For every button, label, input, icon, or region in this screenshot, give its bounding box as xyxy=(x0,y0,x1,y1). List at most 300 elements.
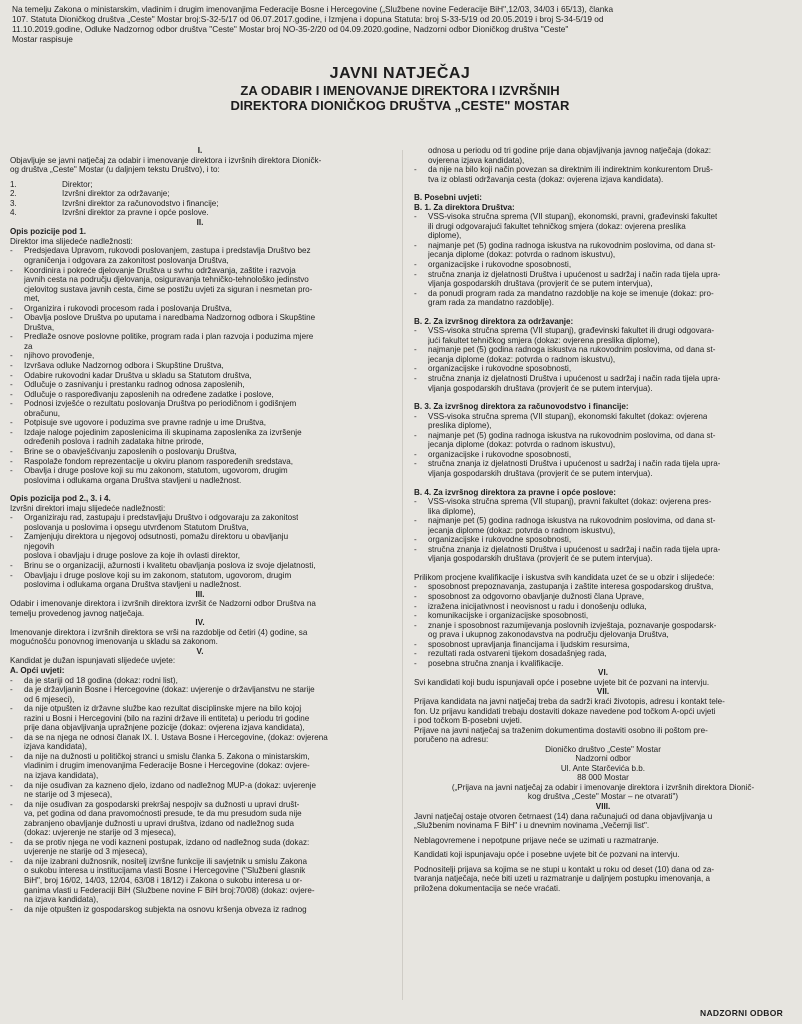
bullet-marker: - xyxy=(10,399,13,409)
bullet-marker: - xyxy=(414,611,417,621)
bullet-marker: - xyxy=(10,675,13,685)
bullet-text: da je stariji od 18 godina (dokaz: rodni list), xyxy=(24,675,178,685)
bullet-item xyxy=(414,459,792,469)
bullet-marker: - xyxy=(10,856,13,866)
section-heading: B. 3. Za izvršnog direktora za računovodstvo i financije: xyxy=(414,402,629,412)
bullet-text: znanje i sposobnost razumijevanja poslovnih izvještaja, poznavanje gospodarsk- xyxy=(428,620,717,630)
bullet-item xyxy=(414,497,792,507)
bullet-item xyxy=(10,752,390,762)
bullet-item xyxy=(414,582,792,592)
bullet-item xyxy=(414,289,792,299)
text-line: Prijave na javni natječaj sa traženim dokumentima dostaviti osobno ili poštom pre- xyxy=(414,725,708,735)
bullet-item xyxy=(10,733,390,743)
bullet-text: određenih poslova i radnih zadataka hitne prirode, xyxy=(24,437,204,447)
bullet-marker xyxy=(414,336,428,346)
bullet-continuation xyxy=(414,469,792,479)
bullet-text: Obavljaju i druge poslove koji su im zakonom, statutom, ugovorom, drugim xyxy=(24,570,292,580)
bullet-marker xyxy=(414,146,428,156)
bullet-continuation xyxy=(10,790,390,800)
bullet-text: Organizira i rukovodi procesom rada i poslovanja Društva, xyxy=(24,303,232,313)
bullet-marker xyxy=(10,523,24,533)
bullet-item xyxy=(414,212,792,222)
bullet-text: Potpisuje sve ugovore i poduzima sve pravne radnje u ime Društva, xyxy=(24,418,267,428)
bullet-continuation xyxy=(10,476,390,486)
bullet-continuation xyxy=(414,298,792,308)
bullet-continuation xyxy=(414,421,792,431)
spacer xyxy=(414,564,792,573)
bullet-text: najmanje pet (5) godina radnoga iskustva na rukovodnim poslovima, od dana st- xyxy=(428,430,716,440)
bullet-marker xyxy=(414,156,428,166)
section-heading: B. Posebni uvjeti: xyxy=(414,193,482,203)
bullet-marker xyxy=(10,275,24,285)
bullet-text: jecanja diplome (dokaz: potvrda o radnom iskustvu), xyxy=(428,525,616,535)
bullet-text: vljanja gospodarskih društava (provjerit će se putem intervjua). xyxy=(428,468,653,478)
bullet-marker: - xyxy=(414,165,417,175)
bullet-text: preslika diplome), xyxy=(428,421,492,431)
bullet-item xyxy=(10,447,390,457)
section-heading: B. 2. Za izvršnog direktora za održavanje: xyxy=(414,316,574,326)
bullet-marker: - xyxy=(414,364,417,374)
bullet-marker: - xyxy=(10,332,13,342)
bullet-text: Obavlja i druge poslove koji su mu zakonom, statutom, ugovorom, drugim xyxy=(24,466,288,476)
bullet-continuation xyxy=(10,409,390,419)
bullet-continuation xyxy=(414,156,792,166)
bullet-marker xyxy=(10,323,24,333)
bullet-item xyxy=(10,332,390,342)
bullet-marker xyxy=(10,771,24,781)
bullet-text: Brinu se o organizaciji, ažurnosti i kvalitetu obavljanja poslova iz svoje djelatnosti, xyxy=(24,560,316,570)
section-number: V. xyxy=(196,646,204,656)
bullet-text: Izvršava odluke Nadzornog odbora i Skupštine Društva, xyxy=(24,361,224,371)
bullet-item xyxy=(414,611,792,621)
address-line: Nadzorni odbor xyxy=(575,754,631,764)
bullet-text: Koordinira i pokreće djelovanje Društva u svrhu održavanja, zaštite i razvoja xyxy=(24,265,296,275)
bullet-continuation xyxy=(414,440,792,450)
text-line: Izvršni direktori imaju slijedeće nadležnosti: xyxy=(10,503,166,513)
bullet-continuation xyxy=(10,342,390,352)
bullet-marker: - xyxy=(414,649,417,659)
bullet-continuation xyxy=(10,323,390,333)
bullet-continuation xyxy=(10,714,390,724)
bullet-marker: - xyxy=(414,544,417,554)
bullet-item xyxy=(414,270,792,280)
bullet-text: Podnosi izvješće o rezultatu poslovanja Društva po periodičnom i godišnjem xyxy=(24,399,297,409)
text-line: Prijava kandidata na javni natječaj treba da sadrži kraći životopis, adresu i kontakt tele- xyxy=(414,696,725,706)
bullet-text: da se protiv njega ne vodi kazneni postupak, izdano od nadležnog suda (dokaz: xyxy=(24,837,310,847)
bullet-continuation xyxy=(10,828,390,838)
bullet-item xyxy=(10,399,390,409)
bullet-text: rezultati rada ostvareni tijekom dosadašnjeg rada, xyxy=(428,649,607,659)
bullet-item xyxy=(414,241,792,251)
bullet-marker: - xyxy=(10,389,13,399)
bullet-item xyxy=(10,266,390,276)
address-line: 88 000 Mostar xyxy=(577,773,629,783)
text-line: Kandidat je dužan ispunjavati slijedeće uvjete: xyxy=(10,656,176,666)
bullet-continuation xyxy=(414,146,792,156)
bullet-marker: - xyxy=(414,516,417,526)
intro-line: Mostar raspisuje xyxy=(12,34,73,44)
bullet-continuation xyxy=(414,279,792,289)
bullet-continuation xyxy=(414,507,792,517)
bullet-text: razini u Bosni i Hercegovini (bilo na razini države ili entiteta) u periodu tri godine xyxy=(24,713,310,723)
bullet-text: organizacijske i rukovodne sposobnosti, xyxy=(428,535,572,545)
bullet-marker xyxy=(414,507,428,517)
bullet-item xyxy=(10,513,390,523)
bullet-marker: - xyxy=(414,345,417,355)
bullet-marker: - xyxy=(10,751,13,761)
bullet-text: da nije na bilo koji način povezan sa direktnim ili indirektnim konkurentom Druš- xyxy=(428,165,713,175)
bullet-text: organizacijske i rukovodne sposobnosti, xyxy=(428,449,572,459)
bullet-item xyxy=(10,380,390,390)
bullet-continuation xyxy=(414,630,792,640)
bullet-marker xyxy=(10,742,24,752)
bullet-continuation xyxy=(414,355,792,365)
bullet-text: na izjava kandidata), xyxy=(24,771,99,780)
bullet-item xyxy=(10,800,390,810)
bullet-text: stručna znanja iz djelatnosti Društva i upućenost u sadržaj i način rada tijela upra- xyxy=(428,374,721,384)
section-heading: Opis pozicija pod 2., 3. i 4. xyxy=(10,494,111,504)
bullet-continuation xyxy=(414,384,792,394)
column-divider xyxy=(402,150,403,1000)
bullet-continuation xyxy=(10,866,390,876)
bullet-marker: - xyxy=(414,582,417,592)
bullet-item xyxy=(10,428,390,438)
text-line: Direktor ima slijedeće nadležnosti: xyxy=(10,236,133,246)
bullet-item xyxy=(10,676,390,686)
bullet-text: na izjava kandidata), xyxy=(24,895,99,905)
item-text: Direktor; xyxy=(62,179,93,189)
text-line: priložena dokumentacija se neće vraćati. xyxy=(414,883,561,893)
item-text: Izvršni direktor za računovodstvo i financije; xyxy=(62,198,219,208)
spacer xyxy=(10,485,390,494)
bullet-item xyxy=(10,532,390,542)
bullet-text: tva iz oblasti održavanja cesta (dokaz: ovjerena izjava kandidata). xyxy=(428,174,664,184)
bullet-text: da nije osuđivan za kazneno djelo, izdano od nadležnog MUP-a (dokaz: uvjerenje xyxy=(24,780,317,790)
bullet-text: poslovanja u poslovima i opsegu utvrđenom Statutom Društva, xyxy=(24,522,249,532)
bullet-text: ganima vlasti u Federaciji BiH (Službene novine F BiH broj:70/08) (dokaz: ovjere- xyxy=(24,885,315,895)
bullet-marker xyxy=(10,895,24,905)
bullet-text: Odabire rukovodni kadar Društva u skladu sa Statutom društva, xyxy=(24,370,252,380)
section-number: IV. xyxy=(195,618,205,628)
bullet-continuation xyxy=(10,523,390,533)
bullet-marker: - xyxy=(10,380,13,390)
numbered-item xyxy=(10,189,390,199)
bullet-marker xyxy=(10,342,24,352)
bullet-text: BiH", broj 16/02, 14/03, 12/04, 63/08 i 18/12) i Zakona o sukobu interesa u or- xyxy=(24,876,303,886)
bullet-continuation xyxy=(10,437,390,447)
bullet-marker: - xyxy=(10,837,13,847)
bullet-text: javnih cesta na području djelovanja, osiguravanja tehničko-tehnološko jedinstvo xyxy=(24,275,309,285)
bullet-marker xyxy=(414,384,428,394)
bullet-text: jecanja diplome (dokaz: potvrda o radnom iskustvu), xyxy=(428,440,616,450)
bullet-text: jecanja diplome (dokaz: potvrda o radnom iskustvu), xyxy=(428,250,616,260)
bullet-text: va, pet godina od dana pravomoćnosti presude, te da mu presudom suda nije xyxy=(24,809,302,819)
address-line: Ul. Ante Starčevića b.b. xyxy=(560,763,646,773)
bullet-marker: - xyxy=(10,799,13,809)
bullet-marker: - xyxy=(414,620,417,630)
bullet-item xyxy=(10,685,390,695)
bullet-text: gram rada za mandatno razdoblje). xyxy=(428,298,554,308)
bullet-text: jući fakultet tehničkog smjera (dokaz: ovjerena preslika diplome), xyxy=(428,335,660,345)
page-title: JAVNI NATJEČAJ xyxy=(329,65,471,82)
bullet-item xyxy=(10,905,390,915)
bullet-item xyxy=(414,602,792,612)
bullet-continuation xyxy=(10,876,390,886)
bullet-marker xyxy=(414,250,428,260)
bullet-item xyxy=(10,561,390,571)
bullet-marker: - xyxy=(10,704,13,714)
bullet-marker: - xyxy=(10,456,13,466)
bullet-marker: - xyxy=(414,535,417,545)
bullet-marker xyxy=(10,580,24,590)
item-number: 3. xyxy=(10,198,17,208)
item-number: 2. xyxy=(10,189,17,199)
bullet-text: za xyxy=(24,341,33,351)
intro-line: 107. Statuta Dioničkog društva „Ceste" Mostar broj:S-32-5/17 od 06.07.2017.godine, i Izmjena i dopuna Statuta: broj S-33-5/19 od 20.05.2019 i broj S-34-5/19 od xyxy=(12,14,604,24)
bullet-marker xyxy=(414,175,428,185)
bullet-marker xyxy=(10,409,24,419)
bullet-item xyxy=(414,364,792,374)
bullet-marker xyxy=(10,542,24,552)
bullet-item xyxy=(414,450,792,460)
bullet-text: izražena inicijativnost i neovisnost u radu i donošenju odluka, xyxy=(428,601,647,611)
bullet-item xyxy=(10,781,390,791)
bullet-marker: - xyxy=(414,449,417,459)
address-line: („Prijava na javni natječaj za odabir i imenovanje direktora i izvršnih direktora Dionič- xyxy=(451,782,755,792)
bullet-text: diplome), xyxy=(428,231,462,241)
bullet-marker: - xyxy=(10,560,13,570)
bullet-text: organizacijske i rukovodne sposobnosti, xyxy=(428,260,572,270)
bullet-marker xyxy=(10,886,24,896)
text-line: og društva „Ceste" Mostar (u daljnjem tekstu Društvo), i to: xyxy=(10,165,220,175)
text-line: Kandidati koji ispunjavaju opće i posebne uvjete bit će pozvani na intervju. xyxy=(414,850,680,860)
bullet-marker: - xyxy=(10,685,13,695)
section-number: VII. xyxy=(596,687,610,697)
text-line: mogućnošću ponovnog imenovanja u skladu sa zakonom. xyxy=(10,637,218,647)
bullet-marker: - xyxy=(414,374,417,384)
bullet-continuation xyxy=(414,526,792,536)
spacer xyxy=(414,393,792,402)
bullet-text: da ponudi program rada za mandatno razdoblje na koje se imenuje (dokaz: pro- xyxy=(428,288,714,298)
page-subtitle: DIREKTORA DIONIČKOG DRUŠTVA „CESTE" MOSTAR xyxy=(230,98,570,113)
bullet-continuation xyxy=(10,886,390,896)
bullet-continuation xyxy=(10,771,390,781)
bullet-text: Zamjenjuju direktora u njegovoj odsutnosti, pomažu direktoru u obavljanju xyxy=(24,532,289,542)
bullet-marker xyxy=(10,437,24,447)
bullet-text: vljanja gospodarskih društava (provjerit će se putem intervjua), xyxy=(428,279,653,289)
text-line: Imenovanje direktora i izvršnih direktora se vrši na razdoblje od četiri (4) godine, sa xyxy=(10,627,308,637)
text-line: temelju provedenog javnog natječaja. xyxy=(10,608,145,618)
bullet-marker xyxy=(10,828,24,838)
bullet-item xyxy=(414,345,792,355)
bullet-continuation xyxy=(10,723,390,733)
numbered-item xyxy=(10,199,390,209)
bullet-continuation xyxy=(10,551,390,561)
bullet-item xyxy=(414,516,792,526)
bullet-item xyxy=(414,260,792,270)
bullet-marker: - xyxy=(10,904,13,914)
bullet-marker: - xyxy=(10,466,13,476)
bullet-marker xyxy=(10,876,24,886)
bullet-text: (dokaz: uvjerenje ne starije od 3 mjeseca), xyxy=(24,828,177,838)
bullet-text: ne starije od 3 mjeseca), xyxy=(24,790,113,800)
item-number: 4. xyxy=(10,208,17,218)
section-number: I. xyxy=(197,146,203,155)
text-line: „Službenim novinama F BiH" i u dnevnim novinama „Večernji list". xyxy=(414,821,650,831)
text-line: Objavljuje se javni natječaj za odabir i imenovanje direktora i izvršnih direktora Dioničk- xyxy=(10,155,322,165)
bullet-text: sposobnost prepoznavanja, zastupanja i zaštite interesa gospodarskog društva, xyxy=(428,582,714,592)
bullet-text: vljanja gospodarskih društava (provjerit će se putem intervjua). xyxy=(428,383,653,393)
bullet-item xyxy=(414,545,792,555)
bullet-item xyxy=(10,704,390,714)
bullet-text: da nije osuđivan za gospodarski prekršaj nespojiv sa dužnosti u upravi društ- xyxy=(24,799,300,809)
bullet-marker: - xyxy=(10,532,13,542)
intro-line: Na temelju Zakona o ministarskim, vladinim i drugim imenovanjima Federacije Bosne i Hercegovine („Službene novine Federacije BiH",12/03, 34/03 i 65/13), članka xyxy=(12,4,614,14)
bullet-item xyxy=(414,374,792,384)
bullet-text: met, xyxy=(24,294,40,304)
bullet-text: da nije otpušten iz državne službe kao rezultat disciplinske mjere na bilo kojoj xyxy=(24,704,302,714)
bullet-continuation xyxy=(10,809,390,819)
bullet-marker: - xyxy=(10,303,13,313)
bullet-continuation xyxy=(414,175,792,185)
bullet-text: Organiziraju rad, zastupaju i predstavljaju Društvo i odgovaraju za zakonitost xyxy=(24,513,299,523)
address-line: Dioničko društvo „Ceste" Mostar xyxy=(545,744,661,754)
bullet-item xyxy=(414,326,792,336)
bullet-marker xyxy=(10,551,24,561)
bullet-text: Obavlja poslove Društva po uputama i naredbama Nadzornog odbora i Skupštine xyxy=(24,313,316,323)
bullet-marker xyxy=(414,355,428,365)
spacer xyxy=(414,479,792,488)
bullet-continuation xyxy=(10,761,390,771)
bullet-marker xyxy=(414,421,428,431)
bullet-marker: - xyxy=(414,591,417,601)
bullet-marker: - xyxy=(414,269,417,279)
section-number: II. xyxy=(196,217,204,227)
bullet-item xyxy=(10,571,390,581)
bullet-continuation xyxy=(10,580,390,590)
bullet-continuation xyxy=(414,231,792,241)
numbered-item xyxy=(10,180,390,190)
bullet-item xyxy=(414,431,792,441)
bullet-item xyxy=(414,535,792,545)
bullet-item xyxy=(10,857,390,867)
bullet-text: Raspolaže fondom reprezentacije u okviru planom raspoređenih sredstava, xyxy=(24,456,294,466)
left-column xyxy=(10,146,390,914)
section-number: VI. xyxy=(598,668,608,678)
section-number: III. xyxy=(195,589,205,599)
bullet-marker xyxy=(414,630,428,640)
bullet-text: Predsjedava Upravom, rukovodi poslovanjem, zastupa i predstavlja Društvo bez xyxy=(24,246,311,256)
bullet-marker: - xyxy=(414,288,417,298)
bullet-marker: - xyxy=(414,459,417,469)
bullet-text: ograničenja i odgovara za zakonitost poslovanja Društva, xyxy=(24,256,229,266)
bullet-marker xyxy=(414,231,428,241)
bullet-marker xyxy=(414,440,428,450)
bullet-marker: - xyxy=(10,446,13,456)
bullet-marker: - xyxy=(10,418,13,428)
section-number: VIII. xyxy=(595,802,611,811)
bullet-continuation xyxy=(10,695,390,705)
bullet-text: obračunu, xyxy=(24,408,60,418)
bullet-text: od 6 mjeseci), xyxy=(24,694,75,704)
bullet-text: Izdaje naloge pojedinim zaposlenicima ili skupinama zaposlenika za izvršenje xyxy=(24,427,302,437)
bullet-item xyxy=(414,621,792,631)
bullet-marker: - xyxy=(414,411,417,421)
bullet-continuation xyxy=(414,222,792,232)
bullet-text: vljanja gospodarskih društava (provjerit će se putem intervjua). xyxy=(428,554,653,564)
text-line: Svi kandidati koji budu ispunjavali opće i posebne uvjete bit će pozvani na intervju. xyxy=(414,677,710,687)
bullet-marker: - xyxy=(10,361,13,371)
bullet-text: Brine se o obavješćivanju zaposlenih o poslovanju Društva, xyxy=(24,446,237,456)
text-line: tvaranja natječaja, neće biti uzeti u razmatranje u daljnjem postupku imenovanja, a xyxy=(414,874,711,884)
bullet-marker xyxy=(414,469,428,479)
bullet-marker xyxy=(10,695,24,705)
bullet-text: odnosa u periodu od tri godine prije dana objavljivanja javnog natječaja (dokaz: xyxy=(428,146,712,155)
bullet-continuation xyxy=(10,742,390,752)
bullet-text: izjava kandidata), xyxy=(24,742,87,752)
bullet-text: VSS-visoka stručna sprema (VII stupanj), pravni fakultet (dokaz: ovjerena pres- xyxy=(428,497,712,507)
bullet-text: uvjerenje ne starije od 3 mjeseca), xyxy=(24,847,148,857)
bullet-text: stručna znanja iz djelatnosti Društva i upućenost u sadržaj i način rada tijela upra- xyxy=(428,459,721,469)
bullet-marker: - xyxy=(10,427,13,437)
bullet-marker xyxy=(414,222,428,232)
bullet-marker: - xyxy=(414,601,417,611)
bullet-item xyxy=(414,640,792,650)
bullet-marker xyxy=(10,285,24,295)
bullet-text: Odlučuje o raspoređivanju zaposlenih na određene zadatke i poslove, xyxy=(24,389,274,399)
bullet-item xyxy=(10,246,390,256)
bullet-item xyxy=(10,838,390,848)
bullet-text: najmanje pet (5) godina radnoga iskustva na rukovodnim poslovima, od dana st- xyxy=(428,516,716,526)
bullet-text: da nije otpušten iz gospodarskog subjekta na osnovu kršenja obveza iz radnog xyxy=(24,904,307,914)
section-heading: B. 1. Za direktora Društva: xyxy=(414,202,515,212)
text-line: Neblagovremene i nepotpune prijave neće se uzimati u razmatranje. xyxy=(414,835,659,845)
bullet-text: poslovima i odlukama organa Društva stavljeni u nadležnost. xyxy=(24,580,242,590)
text-line: poručeno na adresu: xyxy=(414,735,489,745)
bullet-item xyxy=(10,371,390,381)
bullet-text: najmanje pet (5) godina radnoga iskustva na rukovodnim poslovima, od dana st- xyxy=(428,345,716,355)
bullet-text: Predlaže osnove poslovne politike, program rada i plan razvoja i poduzima mjere xyxy=(24,332,314,342)
text-line: Prilikom procjene kvalifikacije i iskustva svih kandidata uzet će se u obzir i slijedeće: xyxy=(414,572,715,582)
bullet-text: og prava i ukupnog zakonodavstva na području djelovanja Društva, xyxy=(428,630,669,640)
bullet-item xyxy=(10,351,390,361)
bullet-text: posebna stručna znanja i kvalifikacije. xyxy=(428,658,564,668)
bullet-item xyxy=(10,418,390,428)
legal-basis-paragraph xyxy=(12,4,790,44)
bullet-text: Odlučuje o zasnivanju i prestanku radnog odnosa zaposlenih, xyxy=(24,380,245,390)
bullet-marker xyxy=(10,723,24,733)
bullet-text: cjelovitog sustava javnih cesta, čime se postižu uvjeti za siguran i nesmetan pro- xyxy=(24,284,313,294)
bullet-item xyxy=(414,165,792,175)
bullet-continuation xyxy=(414,554,792,564)
bullet-marker: - xyxy=(10,313,13,323)
bullet-marker: - xyxy=(10,513,13,523)
bullet-text: njegovih xyxy=(24,541,55,551)
bullet-text: komunikacijske i organizacijske sposobnosti, xyxy=(428,611,589,621)
bullet-item xyxy=(10,361,390,371)
bullet-continuation xyxy=(10,895,390,905)
bullet-text: VSS-visoka stručna sprema (VII stupanj), ekonomski fakultet (dokaz: ovjerena xyxy=(428,411,708,421)
section-heading: B. 4. Za izvršnog direktora za pravne i opće poslove: xyxy=(414,487,616,497)
bullet-marker xyxy=(10,847,24,857)
announcement-title xyxy=(150,64,650,113)
bullet-marker: - xyxy=(414,260,417,270)
intro-line: 11.10.2019.godine, Odluke Nadzornog odbor društva "Ceste" Mostar broj NO-35-2/20 od 04.09.2020.godine, Nadzorni odbor Dioničkog društva "Ceste" xyxy=(12,24,569,34)
text-line: i pod točkom B-posebni uvjeti. xyxy=(414,716,522,726)
bullet-text: da je državljanin Bosne i Hercegovine (dokaz: uvjerenje o državljanstvu ne starije xyxy=(24,685,315,695)
bullet-marker xyxy=(414,554,428,564)
bullet-continuation xyxy=(10,819,390,829)
